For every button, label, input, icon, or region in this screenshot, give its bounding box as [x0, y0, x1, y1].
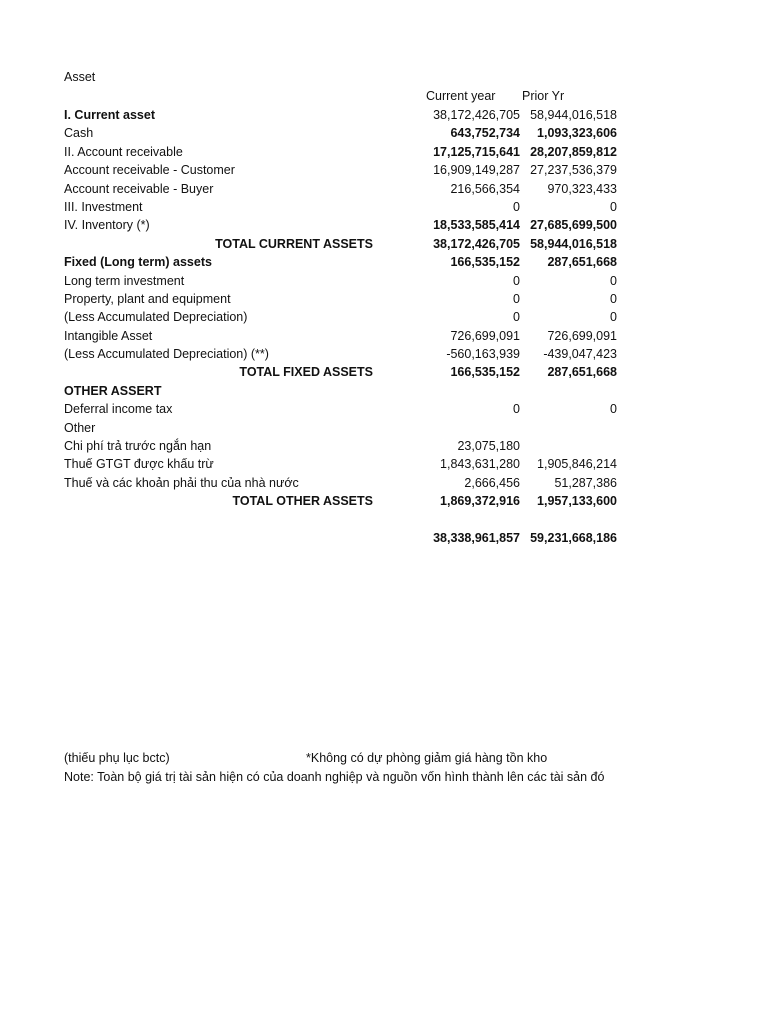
prior-year-value: 27,237,536,379 — [530, 163, 617, 178]
table-row — [0, 143, 768, 161]
prior-year-value: 287,651,668 — [547, 365, 617, 380]
current-year-value: 0 — [513, 273, 520, 288]
row-label: I. Current asset — [64, 108, 156, 122]
row-label: TOTAL OTHER ASSETS — [232, 494, 373, 509]
row-label: Other — [64, 420, 96, 435]
prior-year-value: 726,699,091 — [547, 328, 617, 343]
table-row — [0, 419, 768, 437]
current-year-value: 17,125,715,641 — [433, 144, 520, 159]
table-row — [0, 437, 768, 455]
current-year-value: 1,843,631,280 — [440, 457, 520, 472]
current-year-value: 166,535,152 — [450, 255, 520, 270]
prior-year-value: 287,651,668 — [547, 255, 617, 270]
table-row — [0, 455, 768, 473]
table-row — [0, 327, 768, 345]
row-label: TOTAL CURRENT ASSETS — [215, 236, 373, 251]
prior-year-value: 970,323,433 — [547, 181, 617, 196]
prior-year-value: 0 — [610, 273, 617, 288]
row-label: TOTAL FIXED ASSETS — [239, 365, 373, 380]
current-year-value: 216,566,354 — [450, 181, 520, 196]
row-label: Account receivable - Customer — [64, 163, 235, 178]
row-label: Chi phí trả trước ngắn hạn — [64, 439, 212, 454]
prior-year-value: 1,957,133,600 — [537, 494, 617, 509]
total-row — [0, 235, 768, 253]
row-label: Thuế GTGT được khấu trừ — [64, 457, 214, 472]
footer-total-assets-note: Note: Toàn bộ giá trị tài sản hiện có của doanh nghiệp và nguồn vốn hình thành lên các tài sản đó — [64, 770, 605, 784]
footer-inventory-provision-note: *Không có dự phòng giảm giá hàng tồn kho — [306, 751, 548, 765]
current-year-value: 0 — [513, 402, 520, 417]
prior-year-value: 0 — [610, 402, 617, 417]
column-header-current-year: Current year — [426, 89, 496, 103]
table-row — [0, 511, 768, 529]
table-row — [0, 400, 768, 418]
table-row — [0, 382, 768, 400]
prior-year-value: 0 — [610, 310, 617, 325]
prior-year-value: 51,287,386 — [554, 475, 617, 490]
prior-year-value: 1,093,323,606 — [537, 126, 617, 141]
asset-table — [0, 106, 768, 547]
current-year-value: 0 — [513, 199, 520, 214]
table-row — [0, 180, 768, 198]
total-row — [0, 492, 768, 510]
table-row — [0, 106, 768, 124]
row-label: OTHER ASSERT — [64, 383, 162, 398]
current-year-value: 38,172,426,705 — [433, 236, 520, 251]
row-label: (Less Accumulated Depreciation) — [64, 310, 248, 325]
current-year-value: 0 — [513, 310, 520, 325]
prior-year-value: 58,944,016,518 — [530, 236, 617, 251]
row-label: II. Account receivable — [64, 144, 183, 159]
prior-year-value: 27,685,699,500 — [530, 218, 617, 233]
sheet-title: Asset — [64, 70, 96, 84]
prior-year-value: 0 — [610, 291, 617, 306]
column-header-prior-year: Prior Yr — [522, 89, 565, 103]
total-row — [0, 363, 768, 381]
row-label: Property, plant and equipment — [64, 291, 231, 306]
current-year-value: 18,533,585,414 — [433, 218, 520, 233]
table-row — [0, 161, 768, 179]
table-row — [0, 198, 768, 216]
prior-year-value: -439,047,423 — [543, 347, 617, 362]
prior-year-value: 58,944,016,518 — [530, 108, 617, 122]
current-year-value: 38,172,426,705 — [433, 108, 520, 122]
current-year-value: 726,699,091 — [450, 328, 520, 343]
prior-year-value: 0 — [610, 199, 617, 214]
current-year-value: 23,075,180 — [457, 439, 520, 454]
row-label: Cash — [64, 126, 94, 141]
table-row — [0, 290, 768, 308]
footer-missing-appendix-note: (thiếu phụ lục bctc) — [64, 751, 170, 765]
current-year-value: 1,869,372,916 — [440, 494, 520, 509]
prior-year-value: 1,905,846,214 — [537, 457, 617, 472]
table-row — [0, 474, 768, 492]
prior-year-value: 59,231,668,186 — [530, 530, 617, 545]
table-row — [0, 308, 768, 326]
table-row — [0, 345, 768, 363]
row-label: Intangible Asset — [64, 328, 153, 343]
row-label: Thuế và các khoản phải thu của nhà nước — [64, 475, 299, 490]
current-year-value: 643,752,734 — [450, 126, 520, 141]
row-label: Account receivable - Buyer — [64, 181, 214, 196]
current-year-value: 16,909,149,287 — [433, 163, 520, 178]
table-row — [0, 272, 768, 290]
current-year-value: 2,666,456 — [464, 475, 520, 490]
row-label: Deferral income tax — [64, 402, 173, 417]
table-row — [0, 253, 768, 271]
table-row — [0, 124, 768, 142]
table-row — [0, 216, 768, 234]
row-label: III. Investment — [64, 199, 143, 214]
row-label: Long term investment — [64, 273, 185, 288]
current-year-value: 38,338,961,857 — [433, 530, 520, 545]
row-label: IV. Inventory (*) — [64, 218, 150, 233]
table-row — [0, 529, 768, 547]
current-year-value: 0 — [513, 291, 520, 306]
prior-year-value: 28,207,859,812 — [530, 144, 617, 159]
row-label: Fixed (Long term) assets — [64, 255, 212, 270]
current-year-value: 166,535,152 — [450, 365, 520, 380]
current-year-value: -560,163,939 — [446, 347, 520, 362]
row-label: (Less Accumulated Depreciation) (**) — [64, 347, 269, 362]
